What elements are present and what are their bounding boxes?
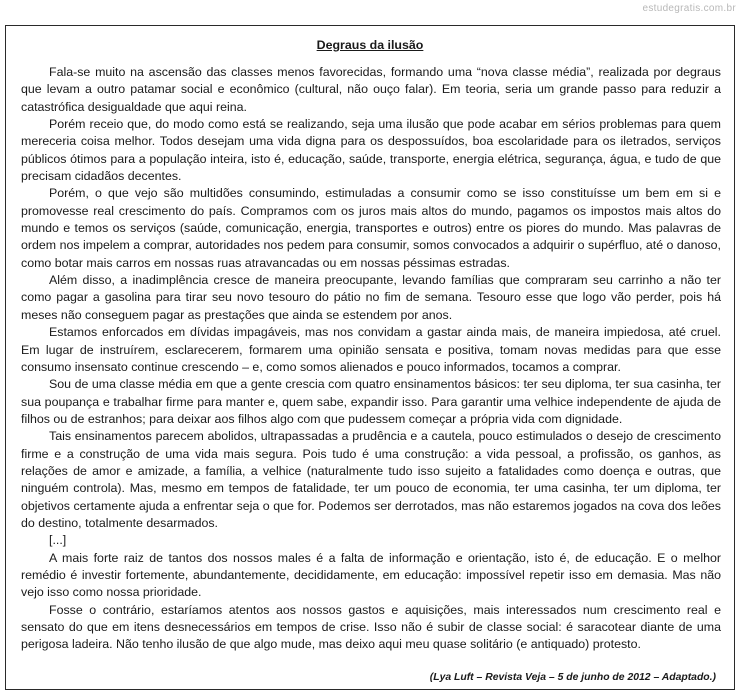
source-citation: (Lya Luft – Revista Veja – 5 de junho de 2012 – Adaptado.) — [429, 672, 716, 683]
paragraph-3: Porém, o que vejo são multidões consumindo, estimuladas a consumir como se isso constituísse um bem em si e promovesse real crescimento do país. Compramos com os juros mais altos do mundo, pagamos os impostos mais altos do mundo e temos os serviços (saúde, comunicação, energia, transportes e outros) entre os piores do mundo. Mas palavras de ordem nos impelem a comprar, autoridades nos pedem para consumir, somos convocados a adquirir o supérfluo, até o danoso, como botar mais carros em nossas ruas atravancadas ou em nossas péssimas estradas. — [21, 186, 721, 270]
paragraph-7: Tais ensinamentos parecem abolidos, ultrapassadas a prudência e a cautela, pouco estimulados o desejo de crescimento firme e a construção de uma vida mais segura. Pois tudo é uma construção: a vida pessoal, a profissão, os ganhos, as relações de amor e amizade, a família, a velhice (naturalmente tudo isso sujeito a fatalidades como doença e outras, que ninguém controla). Mas, mesmo em tempos de fatalidade, ter um pouco de economia, ter uma casinha, ter um diploma, ter objetivos certamente ajuda a enfrentar seja o que for. Podemos ser derrotados, mas não estaremos jogados na cova dos leões do destino, totalmente desarmados. — [21, 429, 721, 530]
paragraph-2: Porém receio que, do modo como está se realizando, seja uma ilusão que pode acabar em sérios problemas para quem mereceria coisa melhor. Todos desejam uma vida digna para os despossuídos, boa escolaridade para os iletrados, serviços públicos ótimos para a população inteira, isto é, educação, saúde, transporte, energia elétrica, segurança, água, e tudo de que precisam cidadãos decentes. — [21, 117, 721, 184]
paragraph-4: Além disso, a inadimplência cresce de maneira preocupante, levando famílias que compraram seu carrinho a não ter como pagar a gasolina para tirar seu novo tesouro do pátio no fim de semana. Tesouro esse que logo vão perder, pois há meses não conseguem pagar as prestações que ainda se estendem por anos. — [21, 273, 721, 322]
article-title: Degraus da ilusão — [316, 38, 424, 52]
paragraph-8: A mais forte raiz de tantos dos nossos males é a falta de informação e orientação, isto é, de educação. E o melhor remédio é investir fortemente, abundantemente, decididamente, em educação: impossível repetir isso em demasia. Mas não vejo isso como nossa prioridade. — [21, 550, 721, 600]
omission-marker: [...] — [49, 533, 67, 548]
paragraph-5: Estamos enforcados em dívidas impagáveis, mas nos convidam a gastar ainda mais, de maneira impiedosa, até cruel. Em lugar de instruírem, esclarecerem, formarem uma opinião sensata e positiva, tomam novas medidas para que esse consumo insensato continue crescendo – e, como somos alienados e pouco informados, tocamos a comprar. — [21, 325, 721, 374]
paragraph-1: Fala-se muito na ascensão das classes menos favorecidas, formando uma “nova classe média”, realizada por degraus que levam a outro patamar social e econômico (cultural, não ouço falar). Em teoria, seria um grande passo para reduzir a catastrófica desigualdade que aqui reina. — [21, 65, 721, 114]
paragraph-9: Fosse o contrário, estaríamos atentos aos nossos gastos e aquisições, mais interessados num crescimento real e sensato do que em itens desnecessários em tempos de crise. Isso não é subir de classe social: é saracotear diante de uma perigosa ladeira. Não tenho ilusão de que algo mude, mas deixo aqui meu quase solitário (e antiquado) protesto. — [21, 602, 721, 652]
article-frame — [5, 25, 735, 690]
article-body — [21, 64, 721, 654]
site-watermark: estudegratis.com.br — [642, 3, 736, 14]
paragraph-6: Sou de uma classe média em que a gente crescia com quatro ensinamentos básicos: ter seu diploma, ter sua casinha, ter sua poupança e trabalhar firme para manter e, quem sabe, expandir isso. Para garantir uma velhice independente de ajuda de filhos ou de estranhos; para deixar aos filhos algo com que pudessem começar a própria vida com dignidade. — [21, 377, 721, 426]
